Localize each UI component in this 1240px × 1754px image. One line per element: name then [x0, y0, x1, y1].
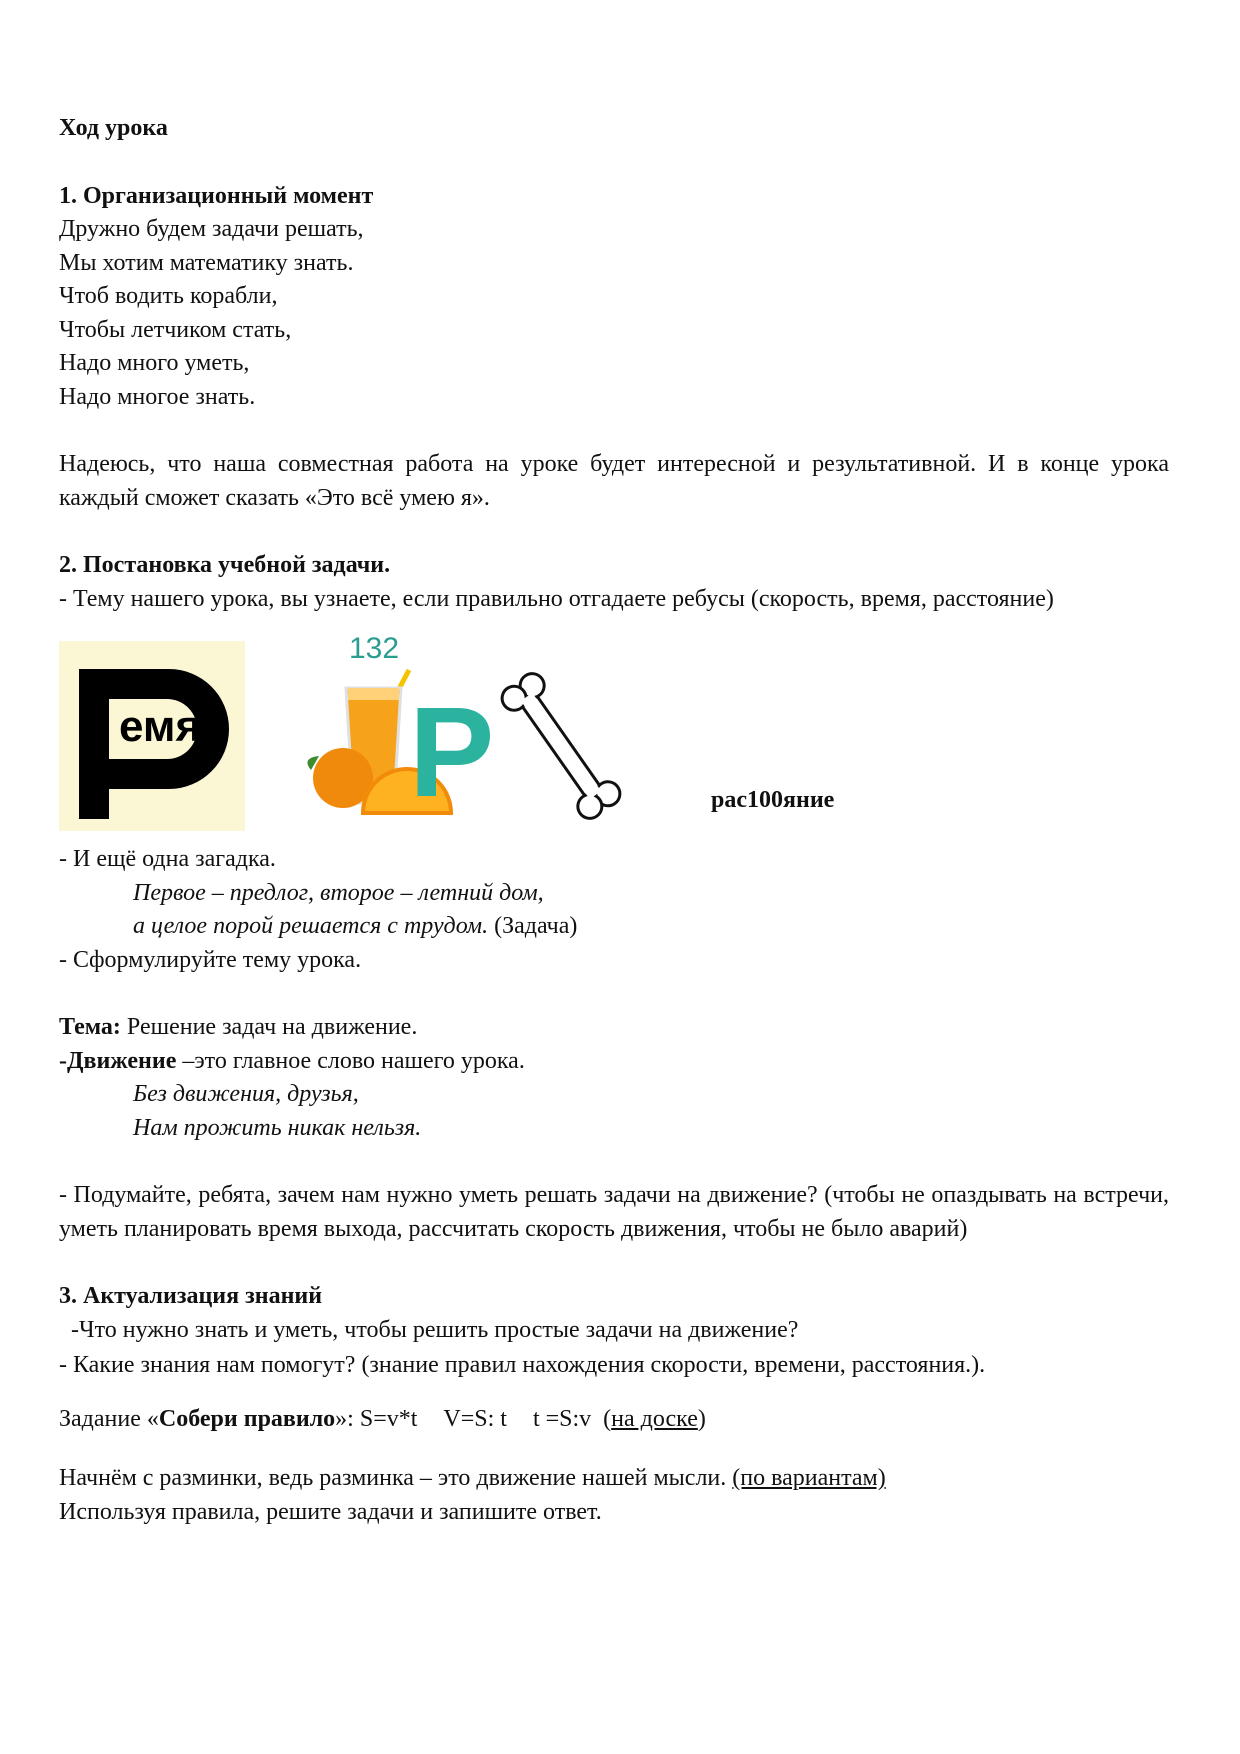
riddle-line-2: а целое порой решается с трудом.: [133, 913, 489, 939]
motion-question: - Подумайте, ребята, зачем нам нужно уметь решать задачи на движение? (чтобы не опаздывать на встречи, уметь планировать время выхода, рассчитать скорость движения, чтобы не было аварий): [59, 1182, 1169, 1242]
rebus-rasstoyanie-image: [291, 628, 671, 834]
poem-line: Надо многое знать.: [59, 383, 256, 410]
rebus-intro: - Тему нашего урока, вы узнаете, если правильно отгадаете ребусы (скорость, время, расстояние): [59, 585, 1054, 612]
intro-paragraph: Надеюсь, что наша совместная работа на уроке будет интересной и результативной. И в конце урока каждый сможет сказать «Это всё умею я».: [59, 451, 1169, 511]
section3-title: 3. Актуализация знаний: [59, 1283, 323, 1309]
lesson-heading: Ход урока: [59, 115, 168, 141]
assemble-rule-task: [59, 1403, 1169, 1437]
poem-line: Чтоб водить корабли,: [59, 283, 278, 309]
riddle-line-1: Первое – предлог, второе – летний дом,: [133, 879, 544, 906]
motion-label: -Движение: [59, 1047, 177, 1074]
formula-distance: »: S=v*t: [335, 1405, 418, 1432]
formula-time: t =S:v: [532, 1405, 592, 1432]
formula-speed: V=S: t: [443, 1405, 507, 1432]
section1-title: 1. Организационный момент: [59, 182, 374, 209]
task-bold: Собери правило: [158, 1405, 336, 1432]
warmup-text: Начнём с разминки, ведь разминка – это движение нашей мысли.: [59, 1465, 733, 1491]
instruction-text: Используя правила, решите задачи и запишите ответ.: [59, 1498, 602, 1525]
variants-note: (по вариантам): [732, 1465, 886, 1491]
rebus1-letter: Р: [77, 819, 78, 820]
motion-text: –это главное слово нашего урока.: [176, 1047, 525, 1074]
formulate-topic: - Сформулируйте тему урока.: [59, 946, 362, 973]
rebus2-letter: Р: [409, 681, 495, 824]
poem-line: Дружно будем задачи решать,: [59, 216, 364, 242]
board-open: (: [603, 1405, 612, 1432]
knowledge-question-1: -Что нужно знать и уметь, чтобы решить простые задачи на движение?: [59, 1316, 799, 1343]
topic-label: Тема:: [59, 1014, 121, 1040]
verse-line-2: Нам прожить никак нельзя.: [133, 1114, 422, 1141]
topic-text: Решение задач на движение.: [120, 1014, 418, 1040]
rebus-row: [59, 628, 1169, 843]
rebus1-caption: емя: [119, 702, 202, 751]
rebus-answer: рас100яние: [711, 787, 835, 813]
board-close: ): [697, 1405, 706, 1432]
poem-line: Мы хотим математику знать.: [59, 249, 354, 276]
verse-line-1: Без движения, друзья,: [133, 1081, 359, 1107]
section2-title: 2. Постановка учебной задачи.: [59, 552, 391, 578]
riddle-answer: (Задача): [488, 913, 578, 939]
board-note: на доске: [611, 1405, 698, 1432]
riddle-intro: - И ещё одна загадка.: [59, 846, 276, 872]
rebus-vremya-image: [59, 641, 245, 831]
poem-line: Чтобы летчиком стать,: [59, 316, 292, 343]
poem-line: Надо много уметь,: [59, 350, 250, 376]
bone-icon: [497, 669, 624, 823]
knowledge-question-2: - Какие знания нам помогут? (знание правил нахождения скорости, времени, расстояния.).: [59, 1352, 986, 1378]
task-prefix: Задание «: [59, 1405, 159, 1432]
rebus2-number: 132: [349, 632, 400, 665]
document-page: [59, 112, 1169, 1529]
